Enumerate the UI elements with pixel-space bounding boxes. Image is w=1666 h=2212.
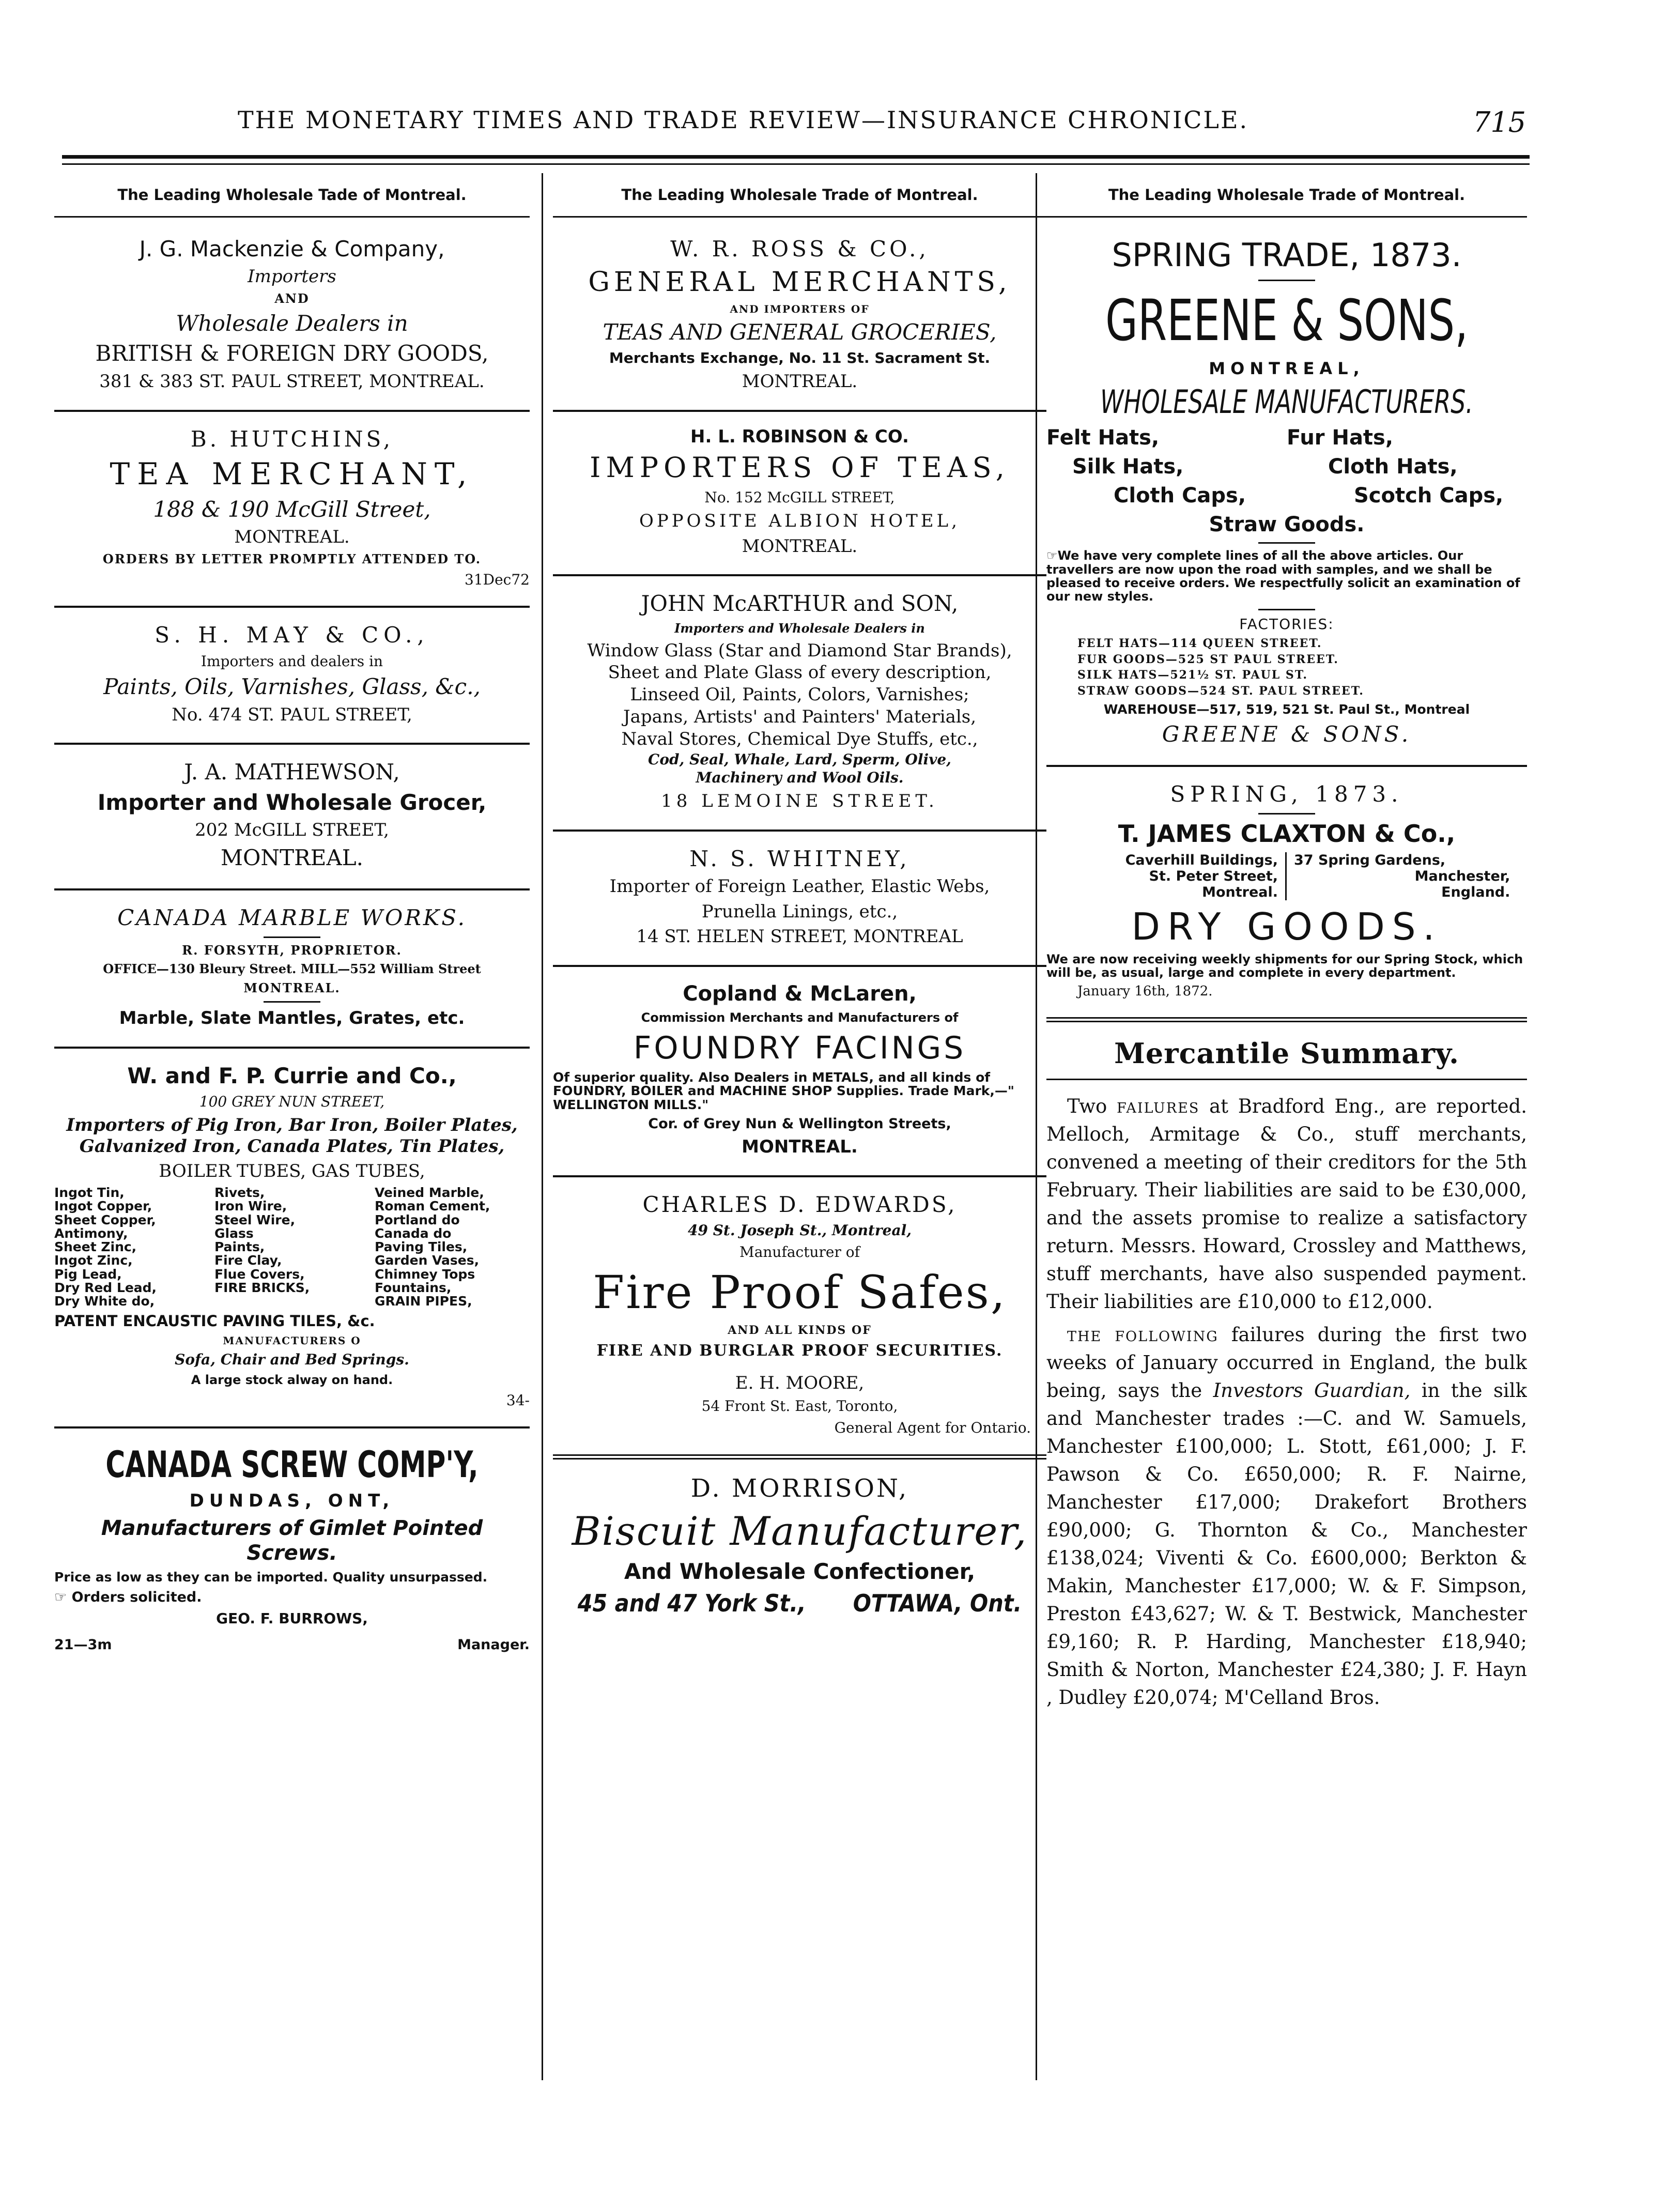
lead-rule — [1046, 216, 1527, 218]
factory-line: SILK HATS—521½ ST. PAUL ST. — [1077, 668, 1308, 682]
ad-name: T. JAMES CLAXTON & Co., — [1118, 819, 1456, 848]
para-text: in the silk and Manchester trades :—C. and W. Samuels, Manchester £100,000; L. Stott, £61,000; J. F. Pawson & Co. £650,000; R. F. Nairne, Manchester £17,000; Drakefort Brothers £90,000; G. Thornton & Co., Manchester £138,024; Viventi & Co. £600,000; Berkton & Makin, Manchester £17,000; W. & F. Simpson, Preston £43,627; W. & T. Bestwick, Manchester £9,160; R. P. Harding, Manchester £18,940; Smith & Norton, Manchester £24,380; J. F. Hayn , Dudley £20,074; M'Celland Bros. — [1046, 1379, 1527, 1709]
goods-item: Rivets, — [214, 1185, 265, 1201]
column-lead: The Leading Wholesale Trade of Montreal. — [1108, 186, 1466, 204]
ad-line: Machinery and Wool Oils. — [696, 769, 904, 787]
ad-line: No. 152 McGILL STREET, — [704, 489, 895, 506]
ad-line: PATENT ENCAUSTIC PAVING TILES, &c. — [54, 1312, 375, 1330]
ad-name: J. G. Mackenzie & Company, — [139, 236, 445, 262]
ad-name: CANADA SCREW COMP'Y, — [105, 1443, 479, 1486]
ad-line: Of superior quality. Also Dealers in METALS, and all kinds of FOUNDRY, BOILER and MACHINE SHOP Supplies. Trade Mark,—" WELLINGTON MILLS." — [553, 1070, 1014, 1112]
ad-name: W. and F. P. Currie and Co., — [127, 1063, 457, 1088]
ad-line: BRITISH & FOREIGN DRY GOODS, — [95, 341, 489, 366]
ad-may — [54, 608, 530, 745]
ad-season: SPRING, 1873. — [1170, 781, 1403, 807]
column-3 — [1046, 181, 1527, 2083]
ad-mackenzie — [54, 222, 530, 412]
goods-item: Iron Wire, — [214, 1199, 287, 1214]
goods-item: Fountains, — [375, 1280, 452, 1295]
ad-line: 18 LEMOINE STREET. — [661, 790, 938, 811]
ad-line: ORDERS BY LETTER PROMPTLY ATTENDED TO. — [102, 551, 482, 566]
ad-line: 188 & 190 McGill Street, — [153, 496, 431, 522]
ad-line: E. H. MOORE, — [735, 1372, 865, 1393]
ad-note — [1046, 549, 1527, 604]
ad-line: 54 Front St. East, Toronto, — [701, 1397, 898, 1415]
ad-claxton — [1046, 767, 1527, 1022]
ad-name: H. L. ROBINSON & CO. — [690, 426, 909, 447]
ad-line: WAREHOUSE—517, 519, 521 St. Paul St., Montreal — [1103, 701, 1470, 717]
goods-item: Steel Wire, — [214, 1212, 296, 1227]
ad-line: MANUFACTURERS O — [223, 1334, 361, 1347]
ad-season: SPRING TRADE, 1873. — [1112, 236, 1462, 274]
page-number: 715 — [1473, 106, 1526, 139]
ad-line: Fire Proof Safes, — [593, 1265, 1007, 1319]
ad-line: No. 474 ST. PAUL STREET, — [172, 704, 412, 725]
ad-line: GENERAL MERCHANTS, — [588, 267, 1011, 298]
ad-robinson — [553, 412, 1046, 577]
column-2 — [553, 181, 1046, 2083]
summary-paragraph-2 — [1046, 1321, 1527, 1712]
ad-name: S. H. MAY & CO., — [155, 622, 429, 648]
ad-footer — [578, 1589, 1022, 1618]
goods-item: Antimony, — [54, 1225, 128, 1241]
para-text: THE — [1067, 1328, 1102, 1345]
header-title: THE MONETARY TIMES AND TRADE REVIEW—INSURANCE CHRONICLE. — [238, 106, 1249, 134]
ad-line: MONTREAL, — [1209, 359, 1365, 379]
ad-line: MONTREAL. — [234, 526, 350, 547]
ad-name: J. A. MATHEWSON, — [184, 759, 400, 785]
ad-line: Wholesale Dealers in — [176, 310, 408, 336]
ad-line: WHOLESALE MANUFACTURERS. — [1100, 382, 1473, 421]
summary-paragraph-1 — [1046, 1093, 1527, 1316]
goods-item: Paving Tiles, — [375, 1239, 468, 1255]
ad-line: Importers of Pig Iron, Bar Iron, Boiler Plates, — [66, 1114, 518, 1135]
goods-item: Canada do — [375, 1225, 452, 1241]
goods-item: Paints, — [214, 1239, 265, 1255]
short-rule — [1258, 609, 1315, 610]
ad-code: 34- — [506, 1391, 530, 1409]
ad-line: January 16th, 1872. — [1077, 983, 1213, 999]
goods-item: Fur Hats, — [1287, 426, 1394, 450]
ad-line: 202 McGILL STREET, — [195, 820, 389, 841]
para-text: FAILURES — [1117, 1100, 1200, 1116]
ad-line: OFFICE—130 Bleury Street. MILL—552 William Street — [103, 961, 481, 977]
ad-morrison — [553, 1460, 1046, 1635]
goods-item: Scotch Caps, — [1354, 484, 1504, 508]
pointing-hand-icon: ☞ — [54, 1589, 72, 1606]
ad-line: AND — [274, 291, 310, 306]
lead-rule — [553, 216, 1046, 218]
ad-line: BOILER TUBES, GAS TUBES, — [159, 1161, 425, 1182]
goods-col-b — [214, 1186, 369, 1308]
ad-name: Copland & McLaren, — [683, 982, 917, 1006]
short-rule — [1258, 542, 1315, 544]
goods-item: Sheet Zinc, — [54, 1239, 137, 1255]
lead-rule — [54, 216, 530, 218]
ad-line: Cod, Seal, Whale, Lard, Sperm, Olive, — [648, 750, 951, 768]
ad-code: 31Dec72 — [465, 571, 530, 588]
address-line: Caverhill Buildings, — [1125, 852, 1278, 868]
ad-line: Biscuit Manufacturer, — [572, 1508, 1028, 1555]
goods-item: Ingot Copper, — [54, 1199, 152, 1214]
goods-item: Dry White do, — [54, 1294, 155, 1309]
address-line: England. — [1441, 884, 1510, 900]
ad-name: JOHN McARTHUR and SON, — [641, 591, 959, 617]
ad-name: B. HUTCHINS, — [190, 426, 394, 452]
address-line: St. Peter Street, — [1149, 868, 1278, 884]
address-line: 37 Spring Gardens, — [1294, 852, 1446, 868]
ad-line: Marble, Slate Mantles, Grates, etc. — [119, 1008, 465, 1029]
ad-copland — [553, 967, 1046, 1177]
title-rule — [1046, 1079, 1527, 1080]
address-right — [1287, 852, 1517, 900]
ad-line: MONTREAL. — [742, 1136, 858, 1158]
goods-item: Sheet Copper, — [54, 1212, 156, 1227]
ad-line: OTTAWA, Ont. — [853, 1589, 1022, 1617]
goods-item: Ingot Zinc, — [54, 1253, 133, 1268]
ad-addresses — [1046, 852, 1527, 900]
ad-line: Sofa, Chair and Bed Springs. — [175, 1351, 409, 1369]
para-text: failures during the first two weeks of January occurred in England, the bulk being, says the — [1046, 1323, 1527, 1402]
column-divider-1 — [542, 173, 543, 2080]
ad-line: We have very complete lines of all the above articles. Our travellers are now upon the road with samples, and we shall be pleased to receive orders. We respectfully solicit an examination of our new styles. — [1046, 548, 1520, 604]
ad-line: IMPORTERS OF TEAS, — [590, 451, 1010, 484]
short-rule — [264, 936, 320, 938]
ad-edwards — [553, 1177, 1046, 1460]
ad-line: 45 and 47 York St., — [577, 1589, 806, 1617]
ad-name: N. S. WHITNEY, — [689, 846, 910, 871]
ad-line: Japans, Artists' and Painters' Materials, — [623, 706, 977, 727]
ad-line: GREENE & SONS. — [1162, 721, 1412, 747]
ad-name: GREENE & SONS, — [1105, 287, 1468, 354]
factory-line: FUR GOODS—525 ST PAUL STREET. — [1077, 652, 1339, 666]
ad-greene — [1046, 222, 1527, 767]
short-rule — [1258, 280, 1315, 281]
ad-line: MONTREAL. — [742, 371, 858, 392]
ad-line: Linseed Oil, Paints, Colors, Varnishes; — [630, 684, 969, 705]
column-1 — [54, 181, 530, 2083]
goods-item: Dry Red Lead, — [54, 1280, 157, 1295]
ad-whitney — [553, 832, 1046, 967]
ad-line: Manufacturers of Gimlet Pointed Screws. — [101, 1516, 483, 1565]
goods-item: GRAIN PIPES, — [375, 1294, 472, 1309]
ad-line: FACTORIES: — [1239, 615, 1334, 633]
ad-line: And Wholesale Confectioner, — [624, 1559, 976, 1585]
ad-footer — [54, 1637, 530, 1653]
ad-line: TEAS AND GENERAL GROCERIES, — [603, 319, 997, 345]
goods-list — [54, 1186, 530, 1308]
goods-col-c — [375, 1186, 530, 1308]
short-rule — [264, 1001, 320, 1003]
address-line: Manchester, — [1414, 868, 1510, 884]
address-left — [1056, 852, 1287, 900]
ad-line: R. FORSYTH, PROPRIETOR. — [182, 942, 402, 958]
goods-item: Fire Clay, — [214, 1253, 282, 1268]
goods-item: Veined Marble, — [375, 1185, 484, 1201]
goods-item: Roman Cement, — [375, 1199, 490, 1214]
goods-item: Ingot Tin, — [54, 1185, 125, 1201]
ad-name: W. R. ROSS & CO., — [670, 236, 929, 262]
ad-line: Prunella Linings, etc., — [701, 901, 898, 922]
header-rule-thick — [62, 155, 1530, 159]
ad-line: OPPOSITE ALBION HOTEL, — [639, 510, 960, 531]
ad-line: Manager. — [457, 1637, 530, 1653]
goods-item: Flue Covers, — [214, 1266, 305, 1282]
goods-item: Pig Lead, — [54, 1266, 122, 1282]
ad-line: MONTREAL. — [742, 535, 858, 557]
ad-canada-screw — [54, 1428, 530, 1671]
ad-hutchins — [54, 412, 530, 608]
ad-currie — [54, 1049, 530, 1428]
goods-item: Chimney Tops — [375, 1266, 475, 1282]
column-lead: The Leading Wholesale Tade of Montreal. — [117, 186, 467, 204]
factory-line: STRAW GOODS—524 ST. PAUL STREET. — [1077, 684, 1364, 698]
ad-line: 381 & 383 ST. PAUL STREET, MONTREAL. — [99, 371, 485, 392]
ad-line: General Agent for Ontario. — [834, 1419, 1031, 1436]
address-line: Montreal. — [1202, 884, 1278, 900]
ad-mathewson — [54, 745, 530, 890]
goods-item: Cloth Hats, — [1328, 455, 1458, 479]
ad-line: MONTREAL. — [243, 980, 341, 996]
ad-line: Importer and Wholesale Grocer, — [97, 789, 487, 815]
ad-name: CHARLES D. EDWARDS, — [642, 1192, 957, 1218]
ad-line: TEA MERCHANT, — [110, 456, 474, 491]
goods-item: Straw Goods. — [1209, 513, 1365, 537]
ad-line: Window Glass (Star and Diamond Star Brands), — [587, 640, 1012, 661]
ad-line: Importer of Foreign Leather, Elastic Webs, — [609, 875, 990, 897]
header-rule-thin — [62, 163, 1530, 165]
goods-item: Garden Vases, — [375, 1253, 480, 1268]
ad-line: DUNDAS, ONT, — [189, 1491, 395, 1512]
ad-line: 14 ST. HELEN STREET, MONTREAL — [636, 926, 963, 947]
goods-item: Cloth Caps, — [1114, 484, 1246, 508]
ad-line: 49 St. Joseph St., Montreal, — [687, 1222, 912, 1239]
goods-list — [1046, 425, 1527, 508]
ad-line: Cor. of Grey Nun & Wellington Streets, — [648, 1115, 951, 1132]
ad-line: AND ALL KINDS OF — [728, 1324, 872, 1338]
goods-item: Glass — [214, 1225, 254, 1241]
section-title: Mercantile Summary. — [1114, 1036, 1459, 1070]
pointing-hand-icon: ☞ — [1046, 548, 1058, 563]
ad-ross — [553, 222, 1046, 412]
ad-line: FOUNDRY FACINGS — [633, 1030, 966, 1067]
para-text: FOLLOWING — [1115, 1328, 1218, 1345]
ad-line: Importers and dealers in — [200, 652, 383, 670]
ad-line: FIRE AND BURGLAR PROOF SECURITIES. — [596, 1341, 1003, 1360]
ad-line: Naval Stores, Chemical Dye Stuffs, etc., — [621, 728, 978, 749]
ad-line: A large stock alway on hand. — [191, 1372, 393, 1387]
ad-line: GEO. F. BURROWS, — [216, 1610, 368, 1627]
ad-name: CANADA MARBLE WORKS. — [117, 905, 467, 931]
ad-line: Paints, Oils, Varnishes, Glass, &c., — [103, 674, 481, 700]
ad-line: AND IMPORTERS OF — [730, 302, 870, 315]
ad-line: Sheet and Plate Glass of every description, — [608, 662, 992, 683]
ad-line: Orders solicited. — [71, 1589, 202, 1606]
ad-line: Importers — [248, 266, 336, 287]
para-text: at Bradford Eng., are reported. Melloch, Armitage & Co., stuff merchants, convened a meeting of their creditors for the 5th February. Their liabilities are said to be £30,000, and the assets promise to realize a satisfactory return. Messrs. Howard, Crossley and Matthews, stuff merchants, have also suspended payment. Their liabilities are £10,000 to £12,000. — [1046, 1095, 1527, 1313]
factory-line: FELT HATS—114 QUEEN STREET. — [1077, 637, 1322, 651]
ad-line: MONTREAL. — [220, 844, 364, 870]
running-header — [0, 106, 1666, 137]
ad-line: Commission Merchants and Manufacturers of — [641, 1010, 959, 1025]
ad-line: We are now receiving weekly shipments for our Spring Stock, which will be, as usual, large and complete in every department. — [1046, 952, 1523, 980]
ad-marble-works — [54, 890, 530, 1049]
short-rule — [1258, 813, 1315, 815]
ad-line: DRY GOODS. — [1131, 905, 1442, 948]
goods-item: Portland do — [375, 1212, 460, 1227]
orders-line — [54, 1589, 530, 1606]
goods-item: FIRE BRICKS, — [214, 1280, 310, 1295]
ad-name: D. MORRISON, — [690, 1473, 909, 1503]
ad-mcarthur — [553, 576, 1046, 831]
ad-line: Manufacturer of — [739, 1243, 860, 1261]
para-text: Two — [1067, 1095, 1107, 1117]
goods-item: Silk Hats, — [1072, 455, 1184, 479]
para-text: Investors Guardian, — [1213, 1379, 1411, 1402]
goods-col-a — [54, 1186, 209, 1308]
goods-item: Felt Hats, — [1046, 426, 1160, 450]
ad-code: 21—3m — [54, 1637, 112, 1653]
ad-line: Price as low as they can be imported. Quality unsurpassed. — [54, 1570, 488, 1585]
ad-line: Merchants Exchange, No. 11 St. Sacrament St. — [609, 349, 991, 367]
mercantile-summary — [1046, 1022, 1527, 1730]
ad-line: Galvanized Iron, Canada Plates, Tin Plates, — [79, 1135, 505, 1157]
ad-line: Importers and Wholesale Dealers in — [674, 620, 925, 636]
column-lead: The Leading Wholesale Trade of Montreal. — [621, 186, 978, 204]
ad-line: 100 GREY NUN STREET, — [199, 1093, 385, 1111]
